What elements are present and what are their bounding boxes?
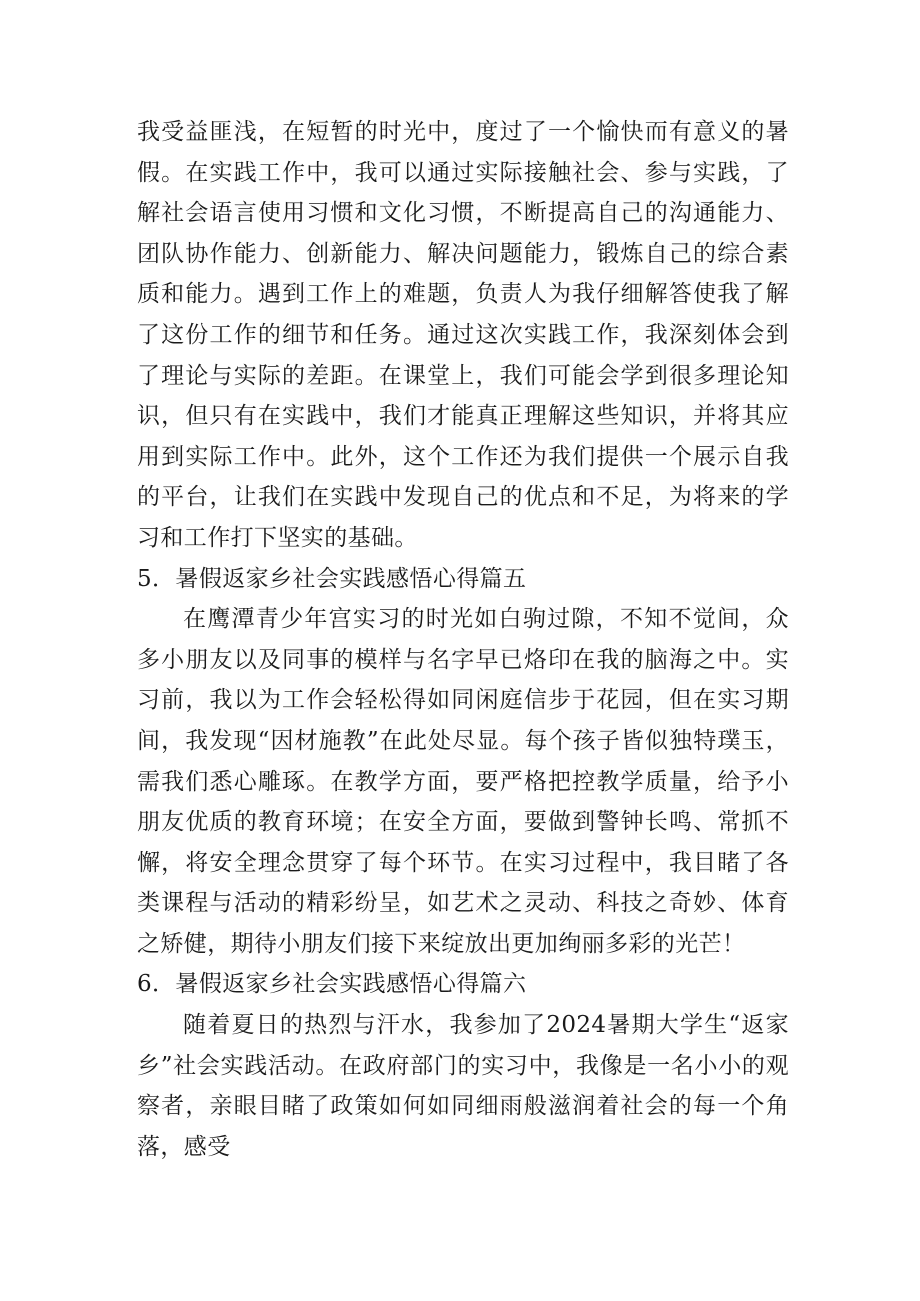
- paragraph-section-5: 在鹰潭青少年宫实习的时光如白驹过隙，不知不觉间，众多小朋友以及同事的模样与名字早已烙印在我的脑海之中。实习前，我以为工作会轻松得如同闲庭信步于花园，但在实习期间，我发现“因材施教”在此处尽显。每个孩子皆似独特璞玉，需我们悉心雕琢。在教学方面，要严格把控教学质量，给予小朋友优质的教育环境；在安全方面，要做到警钟长鸣、常抓不懈，将安全理念贯穿了每个环节。在实习过程中，我目睹了各类课程与活动的精彩纷呈，如艺术之灵动、科技之奇妙、体育之矫健，期待小朋友们接下来绽放出更加绚丽多彩的光芒！: [137, 606, 789, 957]
- section-heading-5: 5．暑假返家乡社会实践感悟心得篇五: [137, 565, 527, 592]
- paragraph-continuation: 我受益匪浅，在短暂的时光中，度过了一个愉快而有意义的暑假。在实践工作中，我可以通过实际接触社会、参与实践，了解社会语言使用习惯和文化习惯，不断提高自己的沟通能力、团队协作能力、创新能力、解决问题能力，锻炼自己的综合素质和能力。遇到工作上的难题，负责人为我仔细解答使我了解了这份工作的细节和任务。通过这次实践工作，我深刻体会到了理论与实际的差距。在课堂上，我们可能会学到很多理论知识，但只有在实践中，我们才能真正理解这些知识，并将其应用到实际工作中。此外，这个工作还为我们提供一个展示自我的平台，让我们在实践中发现自己的优点和不足，为将来的学习和工作打下坚实的基础。: [137, 119, 789, 551]
- paragraph-section-6: 随着夏日的热烈与汗水，我参加了2024暑期大学生“返家乡”社会实践活动。在政府部门的实习中，我像是一名小小的观察者，亲眼目睹了政策如何如同细雨般滋润着社会的每一个角落，感受: [137, 1012, 789, 1160]
- section-heading-6: 6．暑假返家乡社会实践感悟心得篇六: [137, 971, 527, 998]
- document-body: [137, 112, 789, 1167]
